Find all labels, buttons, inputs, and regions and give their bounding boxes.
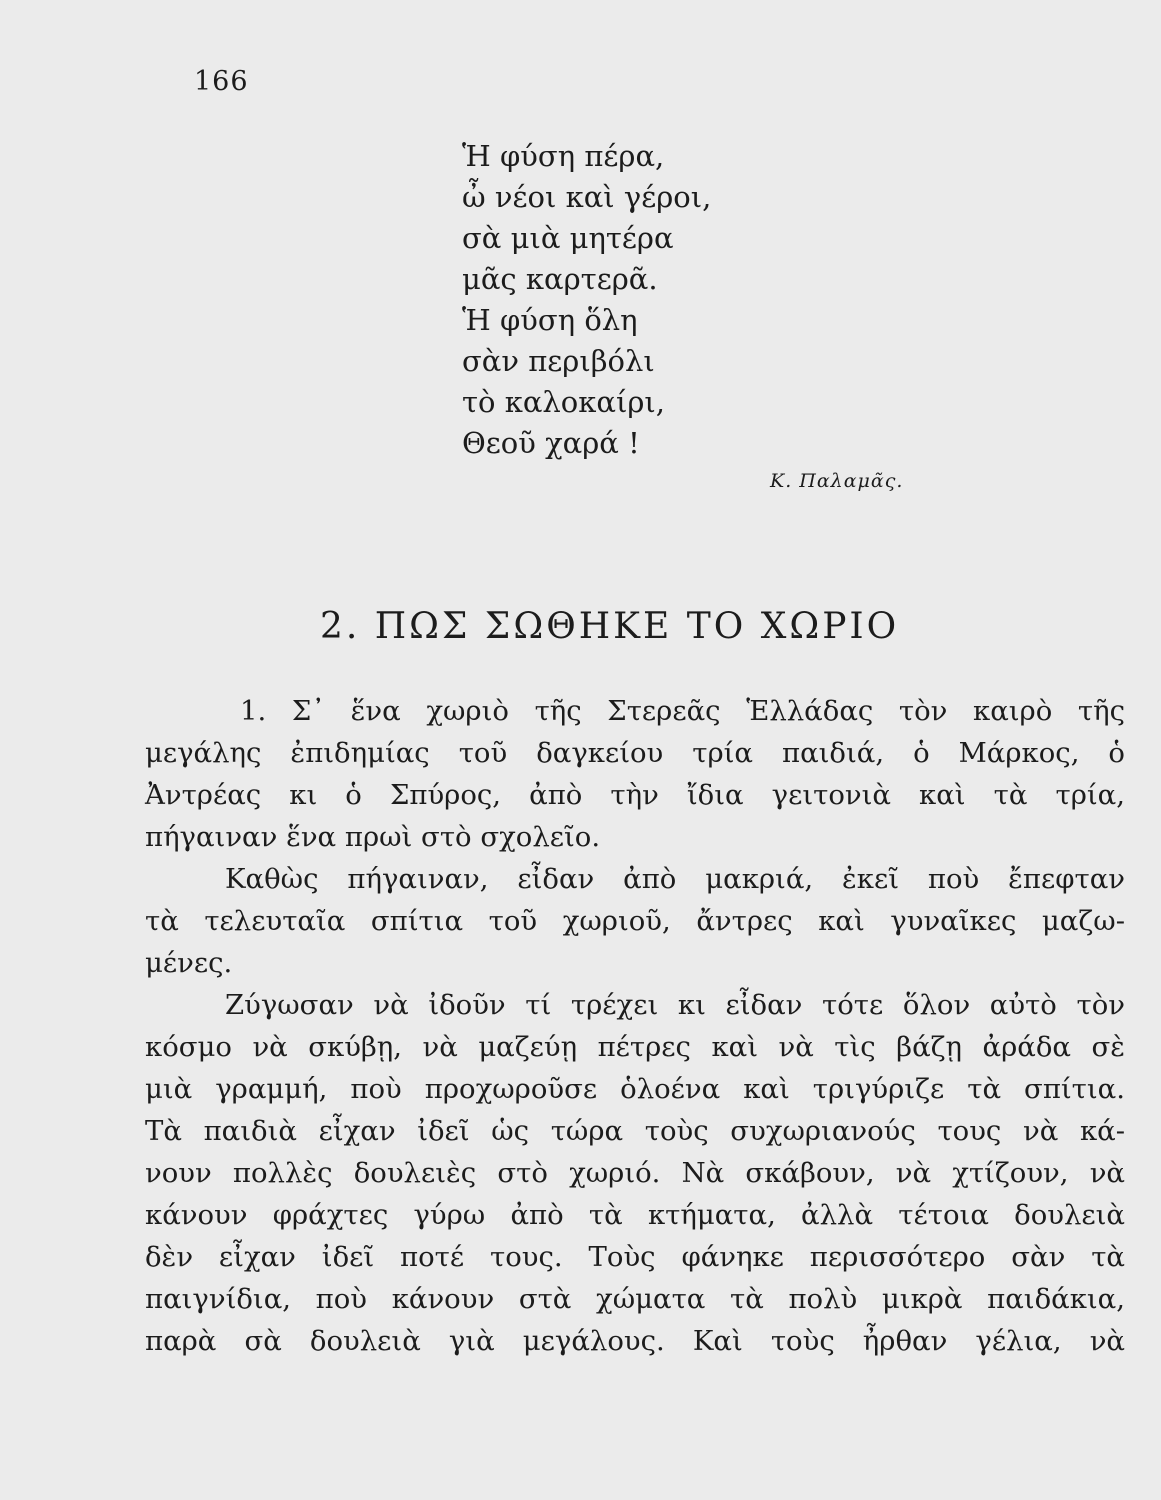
text-line: πήγαιναν ἕνα πρωὶ στὸ σχολεῖο. [145,821,601,853]
chapter-title: 2. ΠΩΣ ΣΩΘΗΚΕ ΤΟ ΧΩΡΙΟ [320,606,900,647]
text-line: Ζύγωσαν νὰ ἰδοῦν τί τρέχει κι εἶδαν τότε ὅλον αὐτὸ τὸν [225,989,1125,1021]
poem [462,136,711,464]
text-line: Τὰ παιδιὰ εἶχαν ἰδεῖ ὡς τώρα τοὺς συχωριανούς τους νὰ κά- [145,1115,1125,1147]
paragraph [145,690,1125,858]
poem-line: Ἡ φύση πέρα, [462,139,665,173]
text-line: Καθὼς πήγαιναν, εἶδαν ἀπὸ μακριά, ἐκεῖ ποὺ ἔπεφταν [225,863,1125,895]
paragraph [145,984,1125,1362]
page-number: 166 [194,66,249,97]
poem-line: τὸ καλοκαίρι, [462,385,665,419]
chapter-text [145,690,1125,1362]
text-line: κόσμο νὰ σκύβῃ, νὰ μαζεύῃ πέτρες καὶ νὰ τὶς βάζῃ ἀράδα σὲ [145,1031,1125,1063]
text-line: νουν πολλὲς δουλειὲς στὸ χωριό. Νὰ σκάβουν, νὰ χτίζουν, νὰ [145,1157,1125,1189]
text-line: παρὰ σὰ δουλειὰ γιὰ μεγάλους. Καὶ τοὺς ἦρθαν γέλια, νὰ [145,1325,1125,1357]
poem-line: σὰν περιβόλι [462,344,655,378]
text-line: Ἀντρέας κι ὁ Σπύρος, ἀπὸ τὴν ἴδια γειτονιὰ καὶ τὰ τρία, [145,779,1125,811]
text-line: δὲν εἶχαν ἰδεῖ ποτέ τους. Τοὺς φάνηκε περισσότερο σὰν τὰ [145,1241,1125,1273]
text-line: παιγνίδια, ποὺ κάνουν στὰ χώματα τὰ πολὺ μικρὰ παιδάκια, [145,1283,1125,1315]
text-line: μιὰ γραμμή, ποὺ προχωροῦσε ὁλοένα καὶ τριγύριζε τὰ σπίτια. [145,1073,1125,1105]
poem-line: Θεοῦ χαρά ! [462,426,640,460]
text-line: 1. Σ᾽ ἕνα χωριὸ τῆς Στερεᾶς Ἑλλάδας τὸν καιρὸ τῆς [240,695,1125,727]
text-line: τὰ τελευταῖα σπίτια τοῦ χωριοῦ, ἄντρες καὶ γυναῖκες μαζω- [145,905,1125,937]
poem-line: ὦ νέοι καὶ γέροι, [462,180,712,214]
paragraph [145,858,1125,984]
poem-line: μᾶς καρτερᾶ. [462,262,658,296]
text-line: μένες. [145,947,233,979]
text-line: μεγάλης ἐπιδημίας τοῦ δαγκείου τρία παιδιά, ὁ Μάρκος, ὁ [145,737,1125,769]
poem-author: Κ. Παλαμᾶς. [770,470,904,492]
poem-line: σὰ μιὰ μητέρα [462,221,674,255]
text-line: κάνουν φράχτες γύρω ἀπὸ τὰ κτήματα, ἀλλὰ τέτοια δουλειὰ [145,1199,1125,1231]
poem-line: Ἡ φύση ὅλη [462,303,638,337]
